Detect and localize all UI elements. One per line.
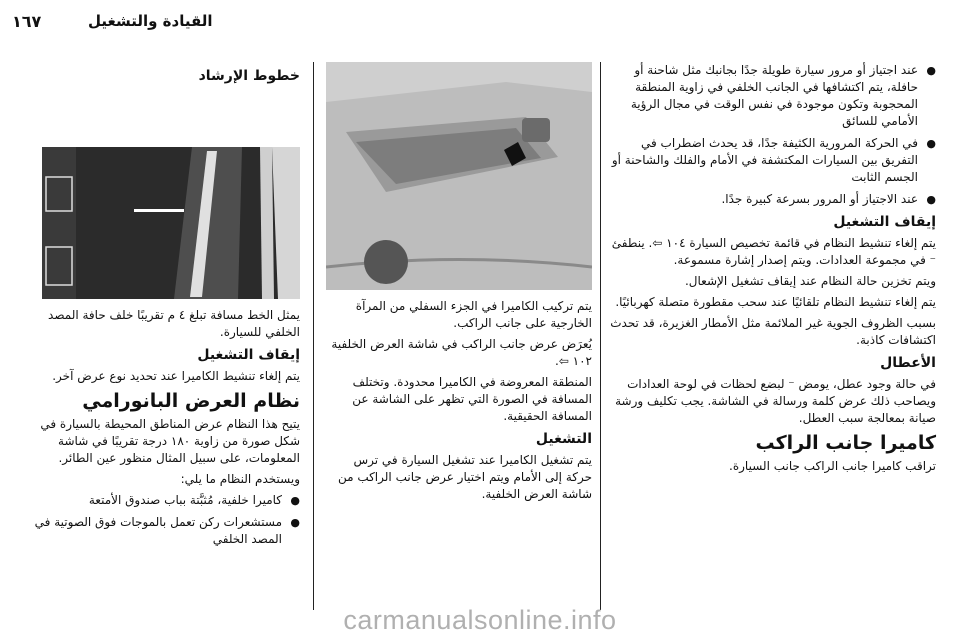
list-item: ● عند الاجتياز أو المرور بسرعة كبيرة جدًا. xyxy=(606,191,936,208)
deactivation-heading: إيقاف التشغيل xyxy=(197,347,300,363)
column-divider-right xyxy=(600,62,601,610)
side-mirror-camera-photo xyxy=(326,62,592,290)
paragraph: يتم إلغاء تنشيط الكاميرا عند تحديد نوع عرض آخر. xyxy=(52,369,300,383)
detection-limitations-list xyxy=(606,62,936,208)
camera-view-illustration xyxy=(42,147,300,299)
section-title: القيادة والتشغيل xyxy=(88,12,213,30)
paragraph: بسبب الظروف الجوية غير الملائمة مثل الأمطار الغزيرة، قد تحدث اكتشافات كاذبة. xyxy=(610,316,936,347)
deactivation-heading: إيقاف التشغيل xyxy=(833,214,936,230)
system-components-list xyxy=(22,492,300,548)
left-column xyxy=(22,62,300,553)
faults-heading: الأعطال xyxy=(880,355,936,371)
caption: المنطقة المعروضة في الكاميرا محدودة. وتختلف المسافة في الصورة التي تظهر على الشاشة عن المسافة الحقيقية. xyxy=(352,375,592,423)
caption: يتم تركيب الكاميرا في الجزء السفلي من المرآة الخارجية على جانب الراكب. xyxy=(355,299,592,330)
operation-heading: التشغيل xyxy=(535,431,592,447)
guidelines-heading: خطوط الإرشاد xyxy=(198,68,300,84)
paragraph: يتيح هذا النظام عرض المناطق المحيطة بالسيارة في شكل صورة من زاوية ١٨٠ درجة تقريبًا في شاشة المعلومات، على سبيل المثال منظور عين الطائر. xyxy=(40,417,300,465)
car-side-illustration xyxy=(326,62,592,290)
paragraph: ويستخدم النظام ما يلي: xyxy=(180,472,300,486)
list-item: ● مستشعرات ركن تعمل بالموجات فوق الصوتية في المصد الخلفي xyxy=(22,514,300,548)
paragraph: ويتم تخزين حالة النظام عند إيقاف تشغيل الإشعال. xyxy=(684,274,936,288)
paragraph: تراقب كاميرا جانب الراكب جانب السيارة. xyxy=(729,459,936,473)
paragraph: في حالة وجود عطل، يومض ⁻ لبضع لحظات في لوحة العدادات ويصاحب ذلك عرض كلمة ورسالة في الشاشة. يجب تكليف ورشة صيانة بمعالجة سبب العطل. xyxy=(615,377,936,425)
page-number: ١٦٧ xyxy=(12,12,42,31)
list-item: ● في الحركة المرورية الكثيفة جدًا، قد يحدث اضطراب في التفريق بين السيارات المكتشفة في الأمام والفلك والشاحنة أو الجسم الثابت xyxy=(606,135,936,186)
right-column xyxy=(606,62,936,479)
paragraph: يتم تشغيل الكاميرا عند تشغيل السيارة في ترس حركة إلى الأمام ويتم اختيار عرض جانب الراكب من شاشة العرض الخلفية. xyxy=(337,453,592,501)
watermark: carmanualsonline.info xyxy=(343,605,617,635)
page-header xyxy=(0,0,960,38)
paragraph: يتم إلغاء تنشيط النظام في قائمة تخصيص السيارة ١٠٤ ⇦. ينطفئ ⁻ في مجموعة العدادات. ويتم إصدار إشارة مسموعة. xyxy=(611,236,936,267)
list-item: ● عند اجتياز أو مرور سيارة طويلة جدًا بجانبك مثل شاحنة أو حافلة، يتم اكتشافها في الجانب الخلفي في زاوية المنطقة المحجوبة وتكون موجودة في نفس الوقت في مجال الرؤية الأمامي للسائق xyxy=(606,62,936,130)
paragraph: يتم إلغاء تنشيط النظام تلقائيًا عند سحب مقطورة متصلة كهربائيًا. xyxy=(615,295,936,309)
column-divider-left xyxy=(313,62,314,610)
panoramic-heading: نظام العرض البانورامي xyxy=(82,390,300,412)
middle-column xyxy=(326,62,592,507)
list-item: ● كاميرا خلفية، مُثبَّتة بباب صندوق الأمتعة xyxy=(22,492,300,509)
section-heading: كاميرا جانب الراكب xyxy=(755,432,936,454)
caption: يُعرَض عرض جانب الراكب في شاشة العرض الخلفية ١٠٢ ⇦. xyxy=(331,337,592,368)
camera-display-image xyxy=(42,147,300,299)
paragraph: يمثل الخط مسافة تبلغ ٤ م تقريبًا خلف حافة المصد الخلفي للسيارة. xyxy=(48,308,300,339)
distance-guideline xyxy=(134,209,184,212)
